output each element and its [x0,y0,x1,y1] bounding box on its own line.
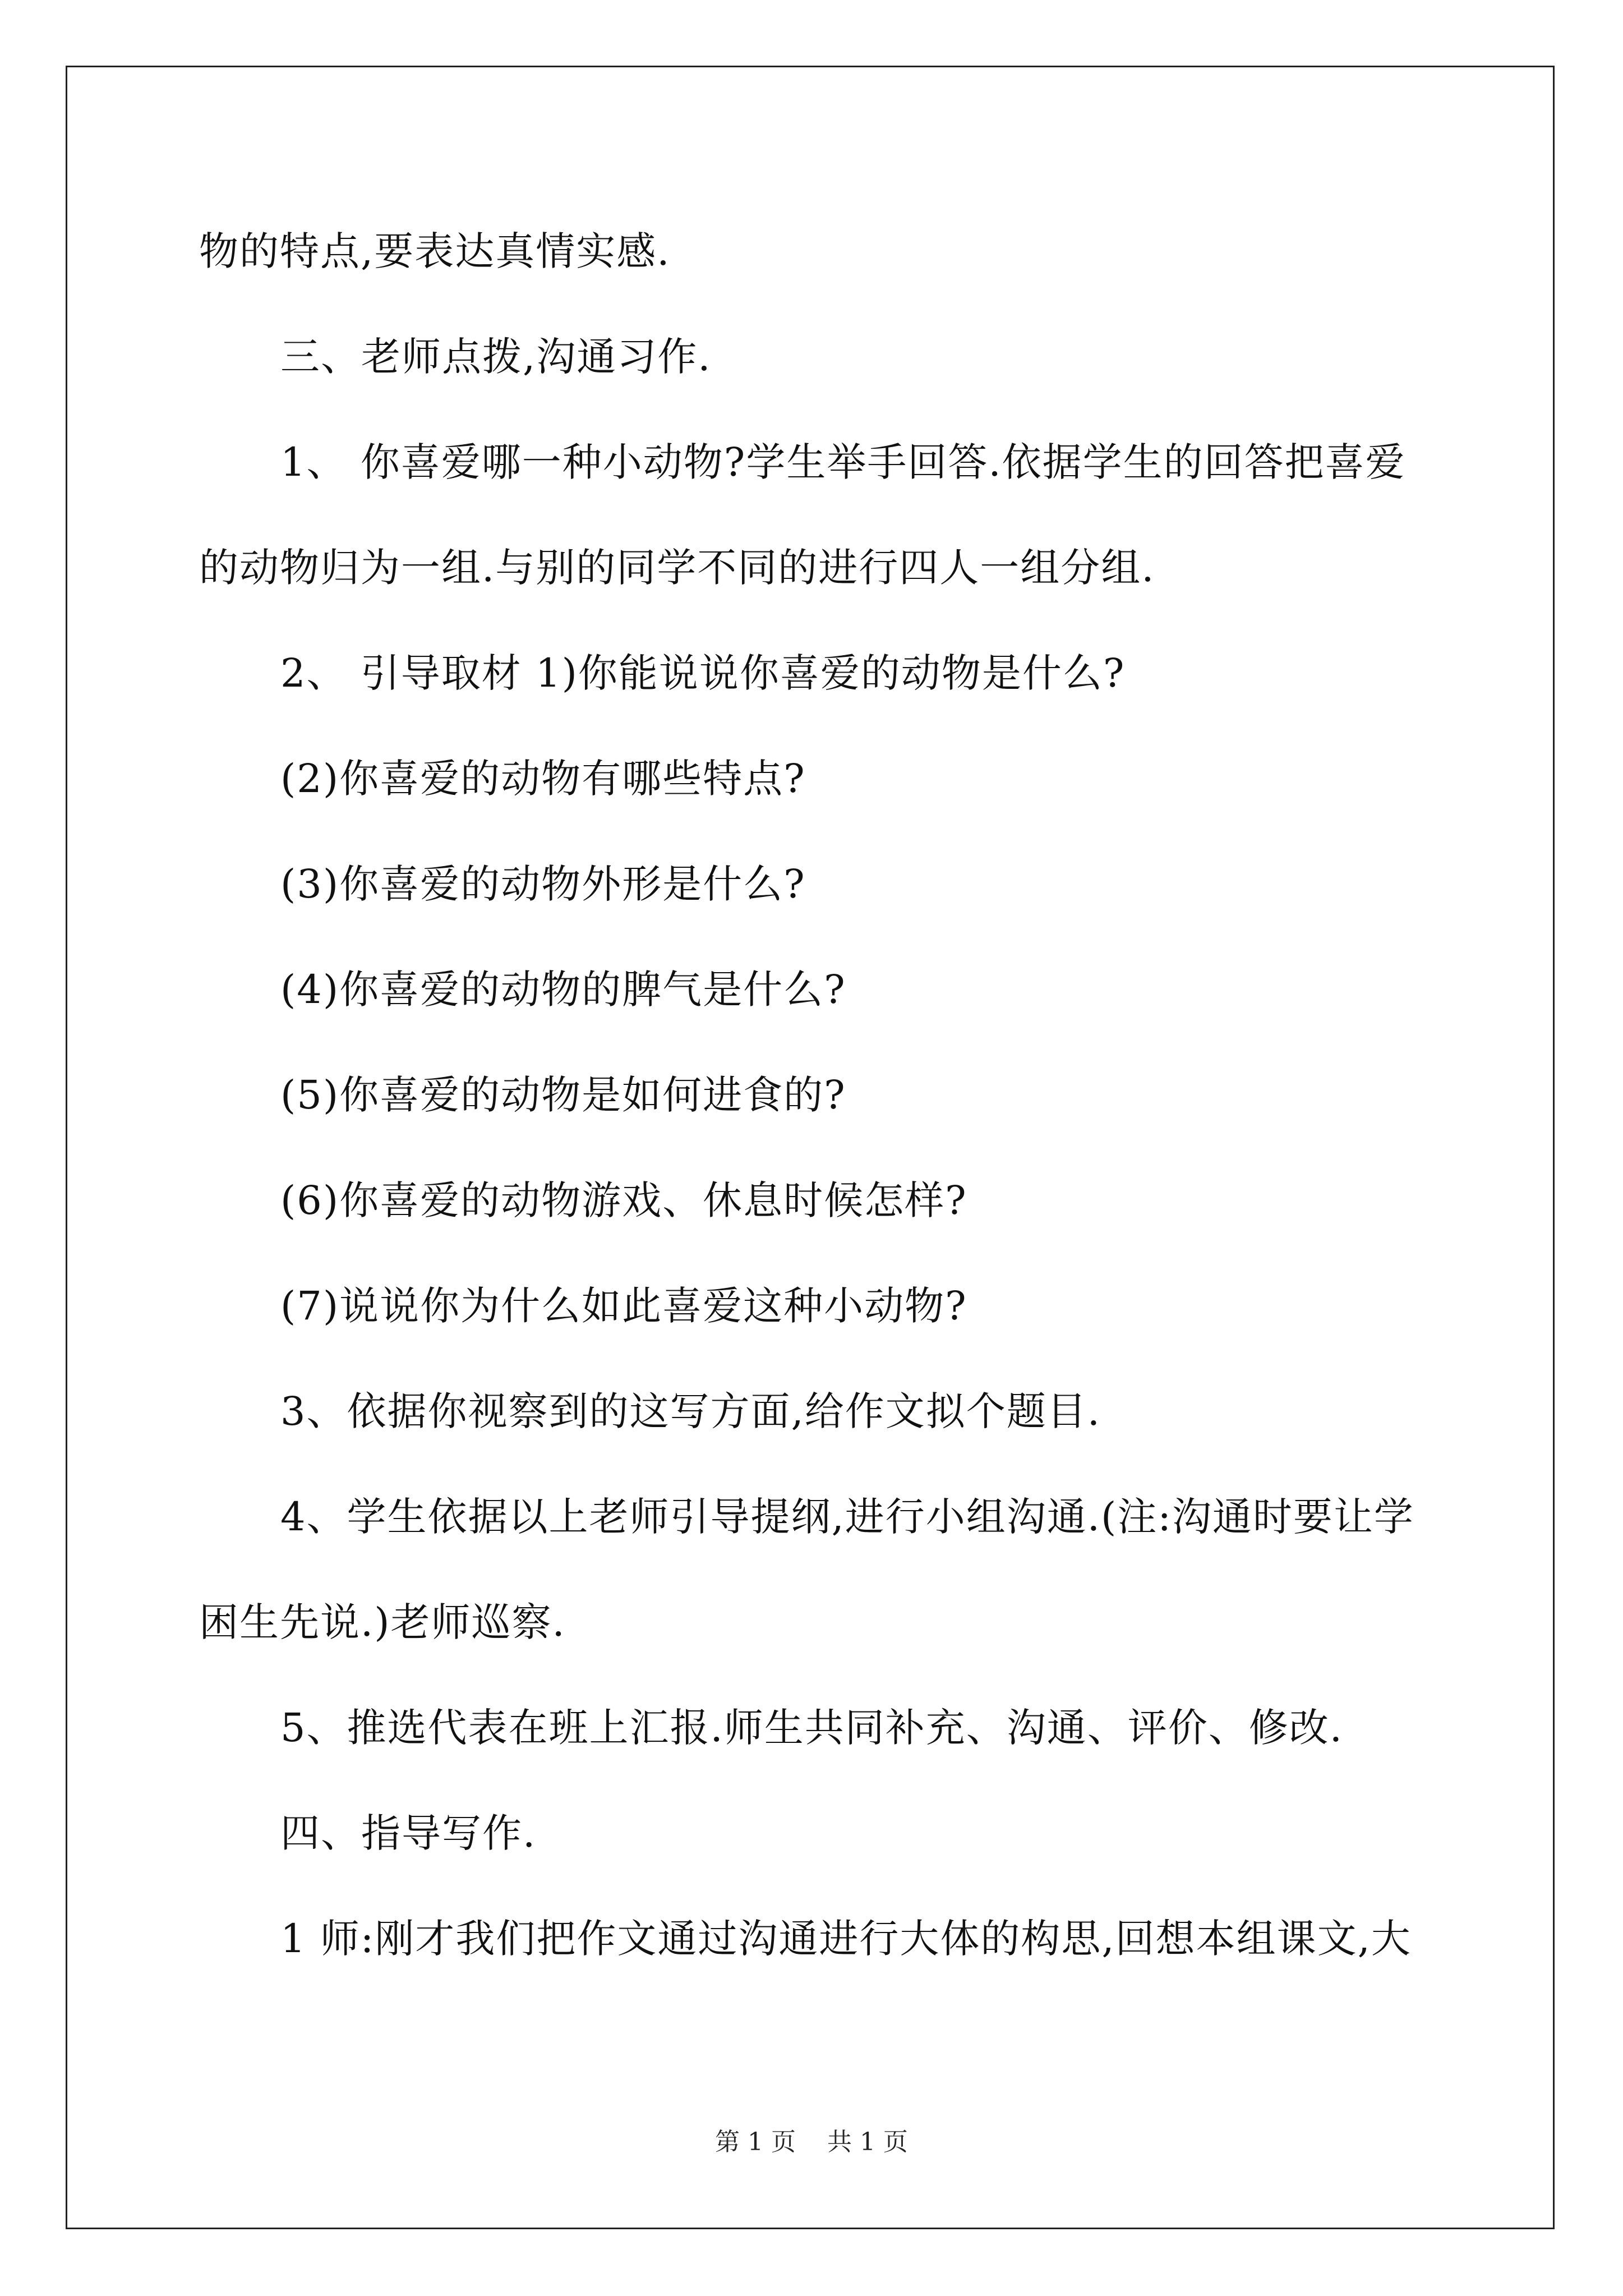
paragraph-line: (5)你喜爱的动物是如何进食的? [280,1072,846,1118]
paragraph-line: 3、依据你视察到的这写方面,给作文拟个题目. [280,1388,1101,1434]
paragraph-line: (3)你喜爱的动物外形是什么? [280,861,806,907]
paragraph-line: 5、推选代表在班上汇报.师生共同补充、沟通、评价、修改. [280,1705,1344,1751]
paragraph-line: 1、 你喜爱哪一种小动物?学生举手回答.依据学生的回答把喜爱 [280,439,1406,485]
paragraph-line: 物的特点,要表达真情实感. [199,228,671,274]
paragraph-line: (6)你喜爱的动物游戏、休息时候怎样? [280,1177,967,1223]
page-number-footer: 第 1 页 共 1 页 [715,2128,908,2156]
paragraph-line: 的动物归为一组.与别的同学不同的进行四人一组分组. [199,545,1155,591]
page-border [66,66,1555,2229]
paragraph-line: (4)你喜爱的动物的脾气是什么? [280,967,846,1013]
paragraph-line: 三、老师点拨,沟通习作. [280,334,712,380]
paragraph-line: 2、 引导取材 1)你能说说你喜爱的动物是什么? [280,650,1126,696]
paragraph-line: 四、指导写作. [280,1810,537,1856]
paragraph-line: 困生先说.)老师巡察. [199,1599,566,1645]
paragraph-line: (7)说说你为什么如此喜爱这种小动物? [280,1283,967,1329]
paragraph-line: 4、学生依据以上老师引导提纲,进行小组沟通.(注:沟通时要让学 [280,1494,1414,1540]
paragraph-line: (2)你喜爱的动物有哪些特点? [280,756,806,802]
paragraph-line: 1 师:刚才我们把作文通过沟通进行大体的构思,回想本组课文,大 [280,1916,1412,1962]
